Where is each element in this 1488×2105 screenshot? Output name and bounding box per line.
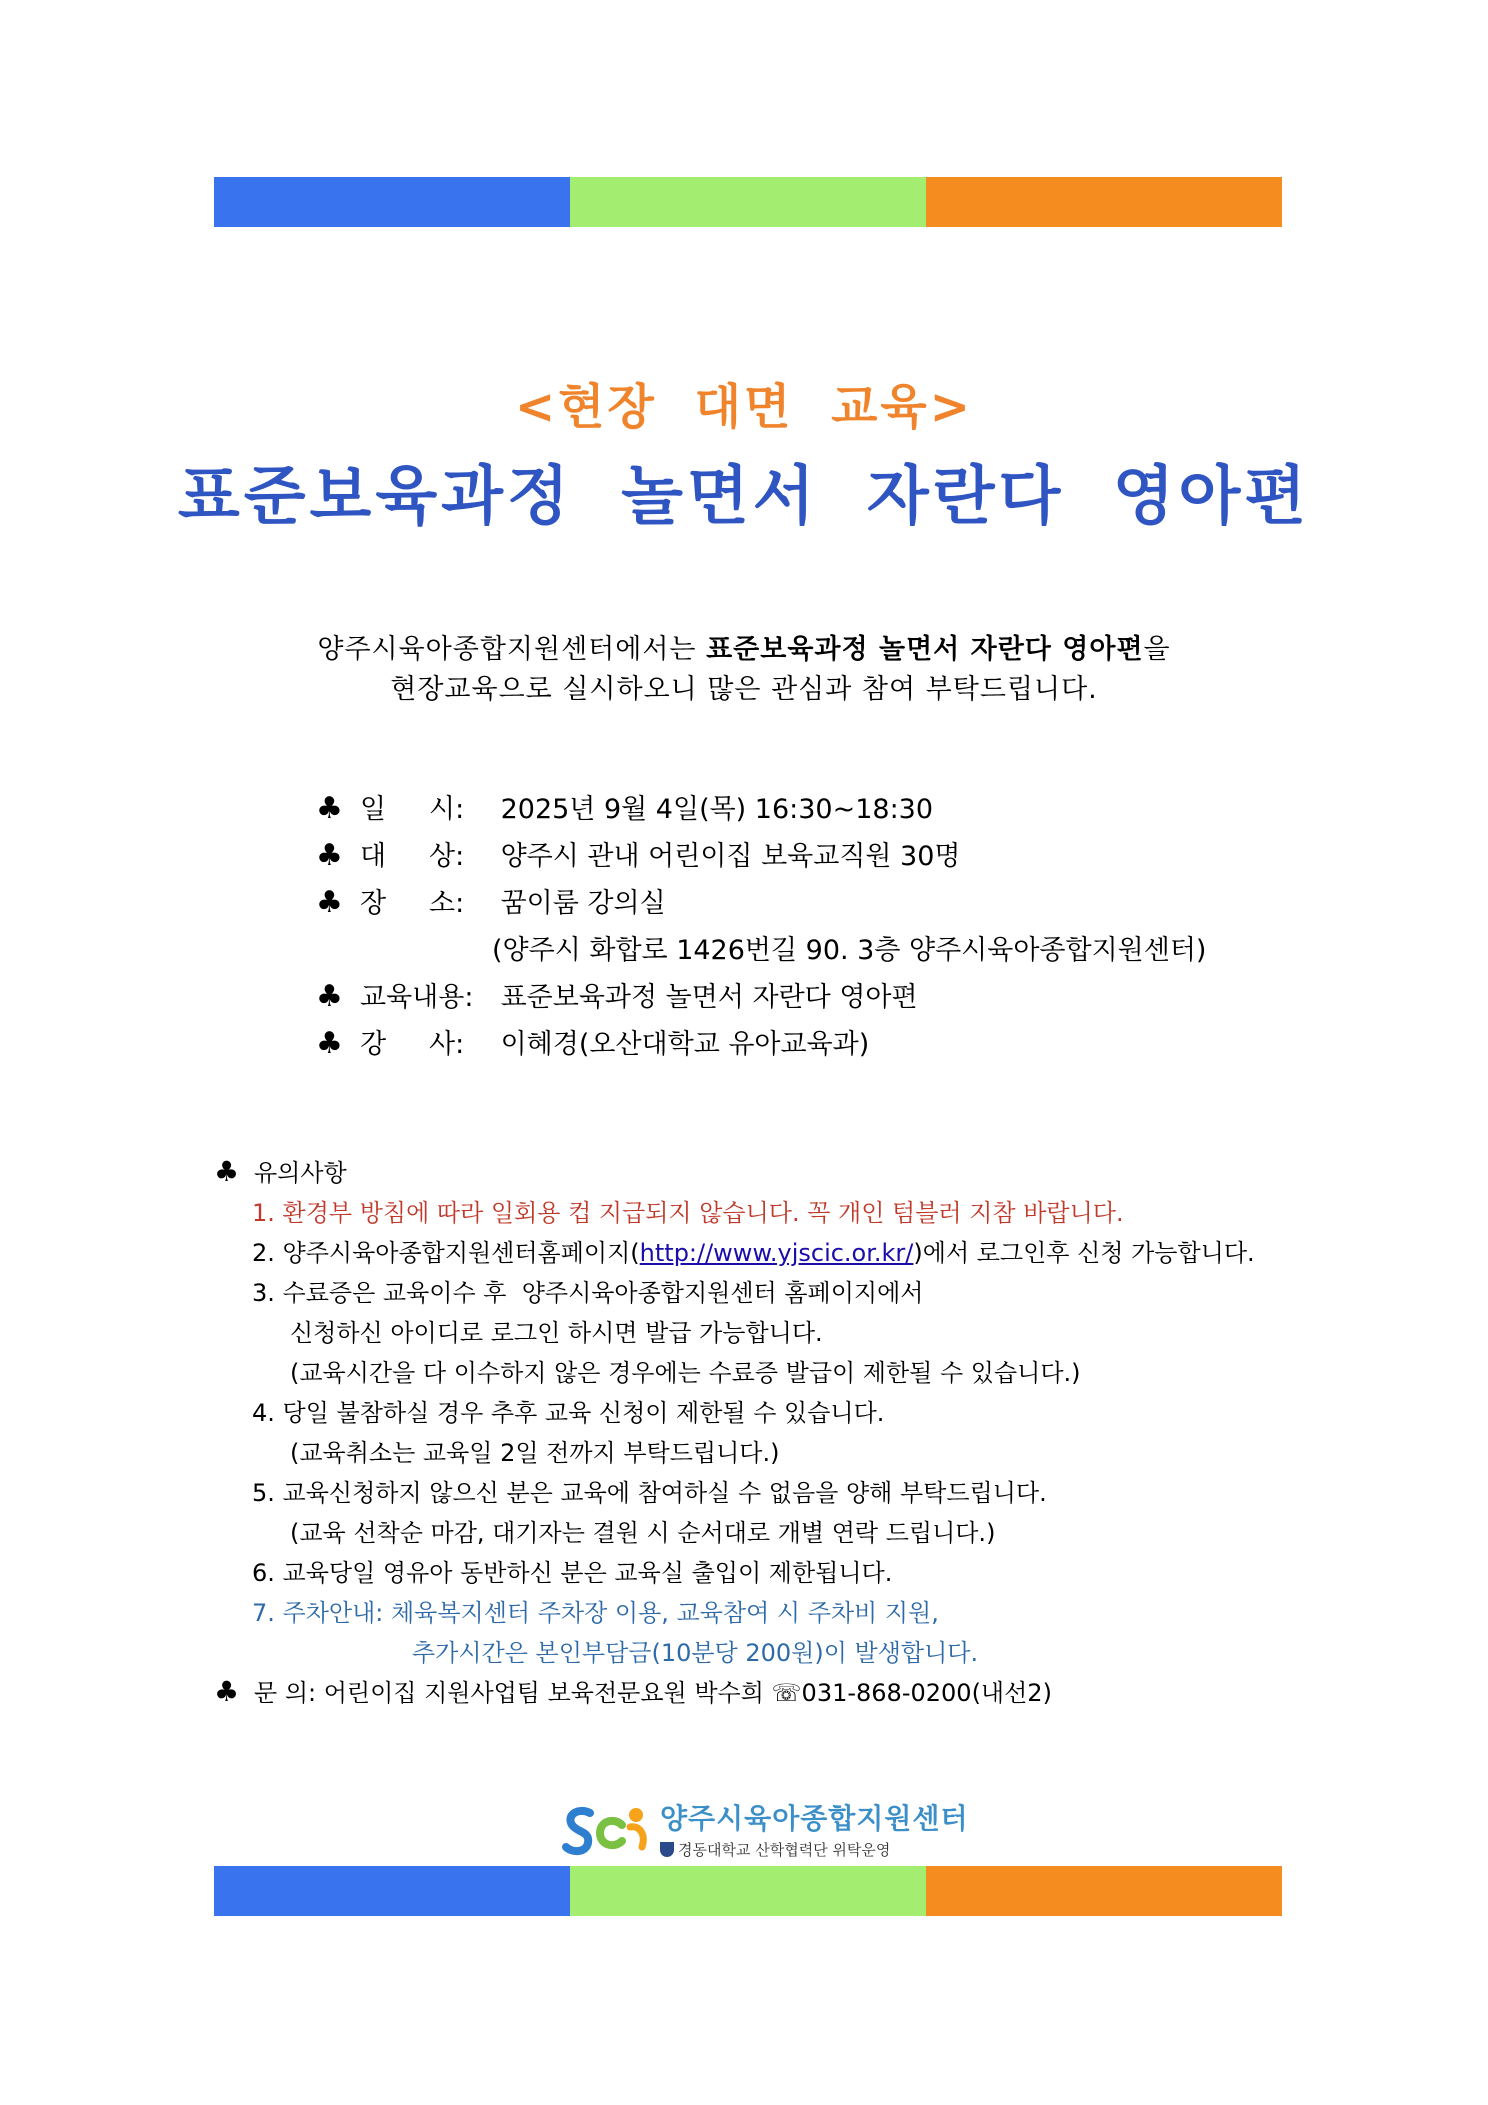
bottom-bar-blue [214,1866,570,1916]
top-bar-blue [214,177,570,227]
bottom-bar-green [570,1866,926,1916]
top-bar-green [570,177,926,227]
note-2: 2. 양주시육아종합지원센터홈페이지(http://www.yjscic.or.kr/)에서 로그인후 신청 가능합니다. [252,1239,1255,1267]
club-icon: ♣ [316,885,343,920]
intro-text [0,630,1488,710]
club-icon: ♣ [316,838,343,873]
club-icon: ♣ [316,1026,343,1061]
intro-line-1: 양주시육아종합지원센터에서는 표준보육과정 놀면서 자란다 영아편을 [317,634,1171,665]
note-6: 6. 교육당일 영유아 동반하신 분은 교육실 출입이 제한됩니다. [252,1559,893,1587]
contact-info: ♣ 문 의: 어린이집 지원사업팀 보육전문요원 박수희 ☏031-868-0200(내선2) [214,1675,1052,1708]
top-bar-orange [926,177,1282,227]
intro-line-2: 현장교육으로 실시하오니 많은 관심과 참여 부탁드립니다. [390,674,1098,705]
club-icon: ♣ [214,1675,240,1708]
note-3-cont-2: (교육시간을 다 이수하지 않은 경우에는 수료증 발급이 제한될 수 있습니다.) [290,1359,1081,1387]
note-3-cont: 신청하신 아이디로 로그인 하시면 발급 가능합니다. [290,1319,823,1347]
note-7-cont: 추가시간은 본인부담금(10분당 200원)이 발생합니다. [412,1639,979,1667]
detail-place: ♣ 장 소: 꿈이룸 강의실 [316,885,666,920]
logo-text [660,1797,969,1860]
center-logo [560,1797,969,1860]
logo-subtitle: 경동대학교 산학협력단 위탁운영 [660,1839,969,1860]
university-emblem-icon [660,1842,674,1857]
notes-heading: ♣ 유의사항 [214,1155,347,1188]
detail-target: ♣ 대 상: 양주시 관내 어린이집 보육교직원 30명 [316,838,961,873]
note-3: 3. 수료증은 교육이수 후 양주시육아종합지원센터 홈페이지에서 [252,1279,924,1307]
club-icon: ♣ [316,791,343,826]
subtitle: <현장 대면 교육> [514,379,974,435]
page-title: 표준보육과정 놀면서 자란다 영아편 [177,460,1311,534]
club-icon: ♣ [316,979,343,1014]
detail-date: ♣ 일 시: 2025년 9월 4일(목) 16:30~18:30 [316,791,934,826]
note-5-cont: (교육 선착순 마감, 대기자는 결원 시 순서대로 개별 연락 드립니다.) [290,1519,996,1547]
homepage-link[interactable]: http://www.yjscic.or.kr/ [639,1239,914,1267]
top-color-bar [214,177,1282,227]
club-icon: ♣ [214,1155,240,1188]
note-4: 4. 당일 불참하실 경우 추후 교육 신청이 제한될 수 있습니다. [252,1399,885,1427]
detail-content: ♣ 교육내용: 표준보육과정 놀면서 자란다 영아편 [316,979,918,1014]
note-7: 7. 주차안내: 체육복지센터 주차장 이용, 교육참여 시 주차비 지원, [252,1599,939,1627]
note-4-cont: (교육취소는 교육일 2일 전까지 부탁드립니다.) [290,1439,780,1467]
bottom-color-bar [214,1866,1282,1916]
bottom-bar-orange [926,1866,1282,1916]
detail-instructor: ♣ 강 사: 이혜경(오산대학교 유아교육과) [316,1026,870,1061]
notes-section [214,1153,1255,1713]
detail-place-address: (양주시 화합로 1426번길 90. 3층 양주시육아종합지원센터) [492,935,1207,966]
event-details [316,787,1206,1069]
logo-mark-icon [560,1799,652,1859]
note-1: 1. 환경부 방침에 따라 일회용 컵 지급되지 않습니다. 꼭 개인 텀블러 지참 바랍니다. [252,1199,1124,1227]
note-5: 5. 교육신청하지 않으신 분은 교육에 참여하실 수 없음을 양해 부탁드립니다. [252,1479,1047,1507]
logo-name: 양주시육아종합지원센터 [660,1802,969,1835]
program-name: 표준보육과정 놀면서 자란다 영아편 [706,634,1144,665]
